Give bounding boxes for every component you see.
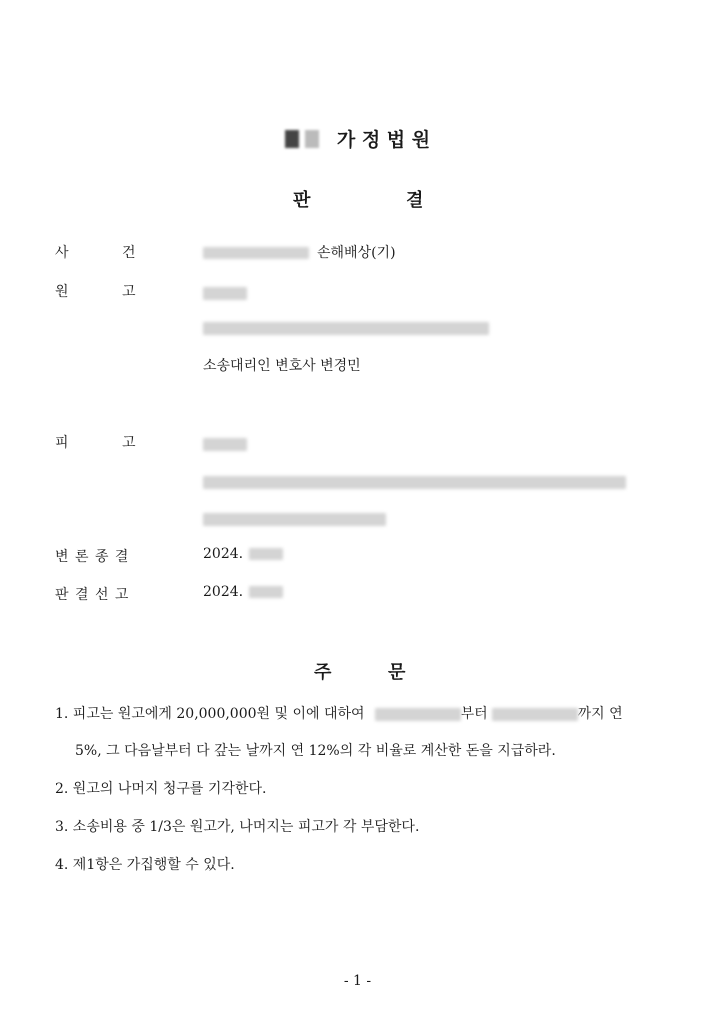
closing-label: 변 론 종 결 bbox=[55, 549, 130, 565]
order-item-3: 3. 소송비용 중 1/3은 원고가, 나머지는 피고가 각 부담한다. bbox=[55, 819, 420, 835]
court-name bbox=[0, 125, 715, 152]
defendant-label-1: 피 bbox=[55, 435, 69, 451]
plaintiff-label-2: 고 bbox=[122, 284, 136, 300]
order-item-1-line2: 5%, 그 다음날부터 다 갚는 날까지 연 12%의 각 비율로 계산한 돈을 지급하라. bbox=[75, 743, 556, 759]
order-item-2: 2. 원고의 나머지 청구를 기각한다. bbox=[55, 781, 267, 797]
case-name: 손해배상(기) bbox=[317, 245, 396, 261]
redacted-block bbox=[305, 130, 319, 148]
judgment-title-right: 결 bbox=[406, 190, 424, 211]
defendant-label-2: 고 bbox=[122, 435, 136, 451]
redacted-date bbox=[249, 548, 283, 560]
case-label-2: 건 bbox=[122, 245, 136, 261]
order-title-right: 문 bbox=[388, 662, 406, 683]
page-number: - 1 - bbox=[343, 973, 372, 989]
redacted-date bbox=[492, 708, 578, 721]
order-item-4: 4. 제1항은 가집행할 수 있다. bbox=[55, 857, 235, 873]
judgment-title-left: 판 bbox=[293, 190, 311, 211]
redacted-block bbox=[285, 130, 299, 148]
ruling-date: 2024. bbox=[203, 584, 283, 600]
defendant-address-redacted-2 bbox=[203, 509, 386, 528]
case-label-1: 사 bbox=[55, 245, 69, 261]
redacted-case-number bbox=[203, 247, 309, 259]
plaintiff-label-1: 원 bbox=[55, 284, 69, 300]
order-item-1: 1. 피고는 원고에게 20,000,000원 및 이에 대하여 부터 까지 연 bbox=[55, 706, 623, 722]
defendant-address-redacted bbox=[203, 472, 626, 491]
court-title: 가 정 법 원 bbox=[336, 129, 431, 151]
case-value bbox=[203, 242, 396, 262]
plaintiff-address-redacted bbox=[203, 318, 489, 337]
defendant-name-redacted bbox=[203, 434, 247, 453]
redacted-date bbox=[249, 586, 283, 598]
closing-date: 2024. bbox=[203, 546, 283, 562]
redacted-date bbox=[375, 708, 461, 721]
plaintiff-attorney: 소송대리인 변호사 변경민 bbox=[203, 358, 361, 374]
ruling-label: 판 결 선 고 bbox=[55, 587, 130, 603]
plaintiff-name-redacted bbox=[203, 283, 247, 302]
order-title-left: 주 bbox=[314, 662, 332, 683]
